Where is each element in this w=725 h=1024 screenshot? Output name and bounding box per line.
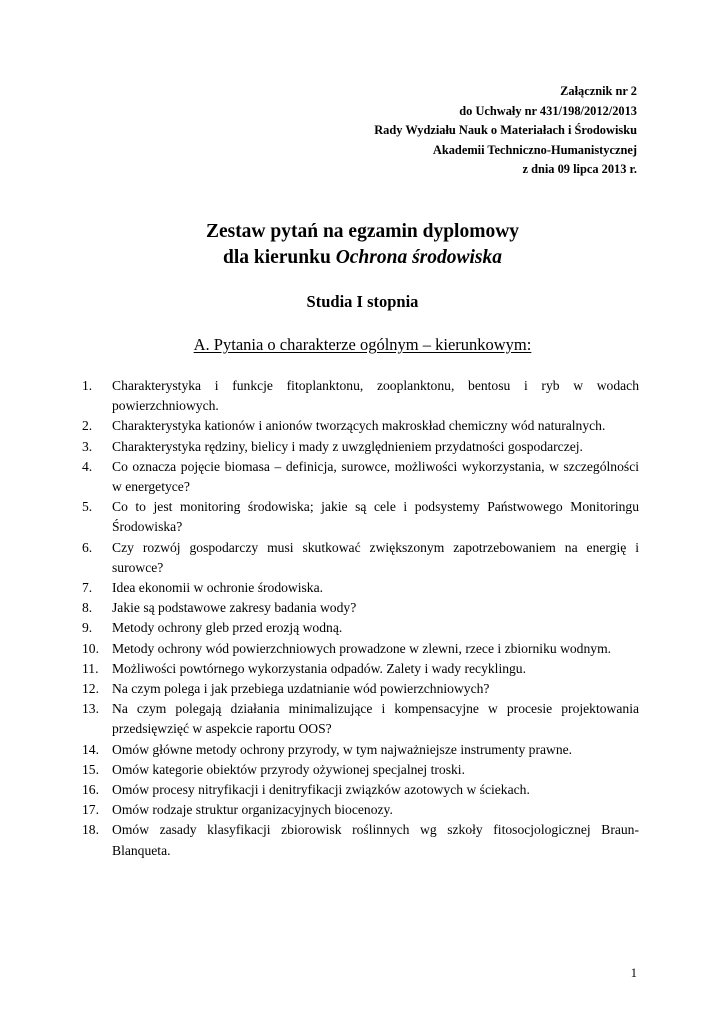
question-item [82,699,639,739]
question-text: Omów kategorie obiektów przyrody ożywionej specjalnej troski. [112,761,465,777]
question-item [82,416,639,436]
question-number: 11. [82,660,99,676]
question-number: 5. [82,499,93,515]
question-text: Charakterystyka kationów i anionów tworzących makroskład chemiczny wód naturalnych. [112,418,606,434]
question-item [82,437,639,457]
question-text: Co oznacza pojęcie biomasa – definicja, surowce, możliwości wykorzystania, w szczególności w energetyce? [112,458,639,495]
section-heading [0,335,725,355]
question-item [82,780,639,800]
question-number: 14. [82,741,99,757]
question-text: Idea ekonomii w ochronie środowiska. [112,580,324,596]
question-text: Jakie są podstawowe zakresy badania wody? [112,600,357,616]
question-number: 17. [82,802,99,818]
faculty-council: Rady Wydziału Nauk o Materiałach i Środowisku [374,123,637,138]
attachment-number: Załącznik nr 2 [560,84,637,98]
question-text: Możliwości powtórnego wykorzystania odpadów. Zalety i wady recyklingu. [112,660,527,676]
question-text: Metody ochrony wód powierzchniowych prowadzone w zlewni, rzece i zbiorniku wodnym. [112,640,612,656]
question-item [82,497,639,537]
question-item [82,679,639,699]
academy-name: Akademii Techniczno-Humanistycznej [432,142,637,157]
attachment-header [374,82,637,180]
question-number: 8. [82,600,93,616]
question-number: 15. [82,761,99,777]
field-of-study: Ochrona środowiska [335,247,503,268]
question-text: Na czym polegają działania minimalizujące i kompensacyjne w procesie projektowania przedsięwzięć w aspekcie raportu OOS? [112,701,639,737]
title-line-2-prefix: dla kierunku [222,247,336,268]
question-item [82,800,639,820]
title-line-2 [0,245,725,271]
question-item [82,578,639,598]
question-item [82,820,639,860]
resolution-date: z dnia 09 lipca 2013 r. [522,162,637,177]
question-number: 13. [82,701,99,717]
question-item [82,538,639,578]
question-item [82,740,639,760]
question-text: Na czym polega i jak przebiega uzdatnianie wód powierzchniowych? [112,681,490,697]
resolution-number: do Uchwały nr 431/198/2012/2013 [459,103,637,118]
title-line-1: Zestaw pytań na egzamin dyplomowy [205,221,520,242]
question-text: Omów główne metody ochrony przyrody, w tym najważniejsze instrumenty prawne. [112,741,573,757]
question-item [82,639,639,659]
study-level: Studia I stopnia [306,292,419,311]
question-text: Omów procesy nitryfikacji i denitryfikacji związków azotowych w ściekach. [112,782,530,798]
question-number: 1. [82,378,93,393]
question-text: Metody ochrony gleb przed erozją wodną. [112,620,343,636]
document-title [0,219,725,271]
question-text: Czy rozwój gospodarczy musi skutkować zwiększonym zapotrzebowaniem na energię i surowce? [112,539,639,575]
question-number: 7. [82,580,93,596]
question-number: 18. [82,822,99,838]
question-number: 3. [82,438,93,454]
question-item [82,618,639,638]
question-number: 9. [82,620,93,636]
question-number: 10. [82,640,99,656]
question-text: Charakterystyka rędziny, bielicy i mady z uwzględnieniem przydatności gospodarczej. [112,438,583,454]
section-heading-text: A. Pytania o charakterze ogólnym – kierunkowym: [193,335,532,354]
question-text: Co to jest monitoring środowiska; jakie są cele i podsystemy Państwowego Monitoringu Środowiska? [112,499,639,535]
question-text: Omów rodzaje struktur organizacyjnych biocenozy. [112,802,393,818]
question-item [82,659,639,679]
page-number: 1 [630,966,637,980]
question-text: Charakterystyka i funkcje fitoplanktonu, zooplanktonu, bentosu i ryb w wodach powierzchniowych. [112,378,639,414]
question-number: 6. [82,539,93,555]
question-number: 4. [82,458,93,474]
question-text: Omów zasady klasyfikacji zbiorowisk roślinnych wg szkoły fitosocjologicznej Braun-Blanqueta. [112,822,639,858]
question-item [82,457,639,497]
question-item [82,598,639,618]
question-number: 2. [82,418,93,434]
question-number: 12. [82,681,99,697]
question-list [82,376,639,861]
question-item [82,376,639,416]
question-number: 16. [82,782,99,798]
question-item [82,760,639,780]
